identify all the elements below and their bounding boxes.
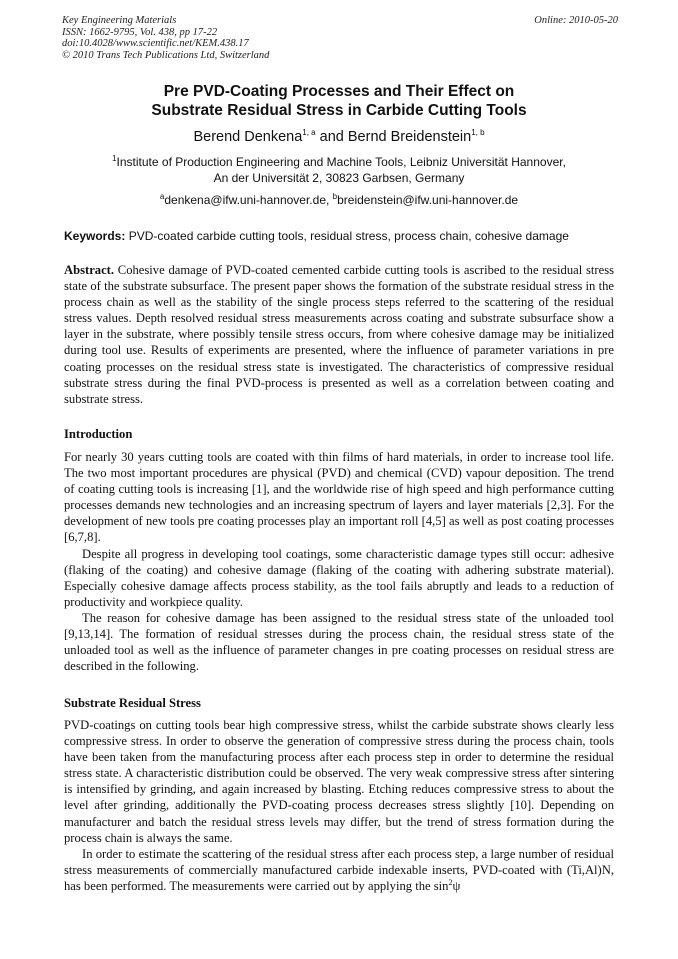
affiliation-number: 1: [112, 154, 117, 163]
journal-header: [62, 15, 618, 61]
email-b[interactable]: breidenstein@ifw.uni-hannover.de: [337, 193, 519, 207]
abstract-text: Cohesive damage of PVD-coated cemented carbide cutting tools is ascribed to the residual stress state of the substrate subsurface. The present paper shows the formation of the substrate residual stress in the process chain as well as the stability of the single process steps referred to the scattering of the residual stress values. Depth resolved residual stress measurements across coating and substrate subsurface show a layer in the substrate, where possibly tensile stress occurs, from where cohesive damage may be initialized during tool use. Results of experiments are presented, where the influence of parameter variations in pre coating processes on the residual stress state is investigated. The characteristics of compressive residual substrate stress during the final PVD-process is presented as well as a correlation between coating and substrate stress.: [64, 263, 614, 406]
title-line-2: Substrate Residual Stress in Carbide Cutting Tools: [151, 102, 527, 119]
affiliation: [40, 154, 638, 186]
copyright-line: © 2010 Trans Tech Publications Ltd, Switzerland: [62, 49, 270, 61]
sin-exponent: 2: [448, 877, 453, 887]
email-a-marker: a: [159, 192, 165, 201]
keywords-label: Keywords:: [64, 229, 126, 243]
author-list: [40, 128, 638, 146]
online-date: Online: 2010-05-20: [534, 15, 618, 26]
email-b-marker: b: [332, 192, 338, 201]
substrate-body: [64, 717, 614, 894]
introduction-paragraph-2: Despite all progress in developing tool coatings, some characteristic damage types still occur: adhesive (flaking of the coating) and cohesive damage (flaking of the coating with adhering substrate material). Especially cohesive damage affects process stability, as the tool fails abruptly and leads to a reduction of productivity and workpiece quality.: [64, 546, 614, 609]
keywords-text: PVD-coated carbide cutting tools, residual stress, process chain, cohesive damage: [125, 229, 569, 243]
paper-title: [40, 82, 638, 120]
author-1: Berend Denkena: [193, 129, 303, 145]
introduction-paragraph-3: The reason for cohesive damage has been assigned to the residual stress state of the unloaded tool [9,13,14]. The formation of residual stresses during the process chain, the residual stress state of the unloaded tool as well as the influence of parameter changes in pre coating processes on residual stress are described in the following.: [64, 610, 614, 674]
doi-line: doi:10.4028/www.scientific.net/KEM.438.17: [62, 38, 249, 49]
keywords: [64, 228, 624, 244]
journal-name: Key Engineering Materials: [62, 15, 177, 26]
introduction-body: [64, 449, 614, 674]
issn-line: ISSN: 1662-9795, Vol. 438, pp 17-22: [62, 26, 218, 38]
email-addresses: [40, 192, 638, 208]
introduction-paragraph-1: For nearly 30 years cutting tools are coated with thin films of hard materials, in order to increase tool life. The two most important procedures are physical (PVD) and chemical (CVD) vapour deposition. The trend of coating cutting tools is increasing [1], and the worldwide rise of high speed and high performance cutting processes demands new technologies and an increasing spectrum of layers and layer materials [2,3]. For the development of new tools pre coating processes play an important roll [4,5] as well as post coating processes [6,7,8].: [64, 450, 614, 545]
author-2-affil: 1, b: [471, 128, 485, 138]
author-1-affil: 1, a: [302, 128, 316, 138]
substrate-heading: Substrate Residual Stress: [64, 696, 201, 710]
abstract: [64, 262, 614, 407]
substrate-paragraph-2-text: In order to estimate the scattering of the residual stress after each process step, a large number of residual stress measurements of commercially manufactured carbide indexable inserts, PVD-coated with (Ti,Al)N, has been performed. The measurements were carried out by applying the sin: [64, 846, 614, 893]
title-line-1: Pre PVD-Coating Processes and Their Effect on: [163, 83, 515, 100]
author-2: Bernd Breidenstein: [347, 129, 472, 145]
email-a[interactable]: denkena@ifw.uni-hannover.de,: [164, 193, 330, 207]
introduction-heading: Introduction: [64, 427, 133, 441]
author-and: and: [315, 129, 348, 145]
affiliation-line-2: An der Universität 2, 30823 Garbsen, Germany: [213, 171, 465, 185]
substrate-paragraph-1: PVD-coatings on cutting tools bear high compressive stress, whilst the carbide substrate shows clearly less compressive stress. In order to observe the generation of compressive stress during the process chain, tools have been taken from the manufacturing process after each process step in order to determine the residual stress state. A characteristic distribution could be observed. The very weak compressive stress after sintering is intensified by grinding, and again increased by blasting. Etching reduces compressive stress to about the level after grinding, additionally the PVD-coating process decreases stress slightly [10]. Depending on manufacturer and batch the residual stress levels may differ, but the trend of stress formation during the process chain is always the same.: [64, 718, 614, 845]
psi-symbol: ψ: [452, 878, 461, 893]
affiliation-line-1: Institute of Production Engineering and Machine Tools, Leibniz Universität Hannover,: [116, 155, 566, 169]
substrate-paragraph-2: [64, 846, 614, 894]
abstract-label: Abstract.: [64, 263, 115, 277]
